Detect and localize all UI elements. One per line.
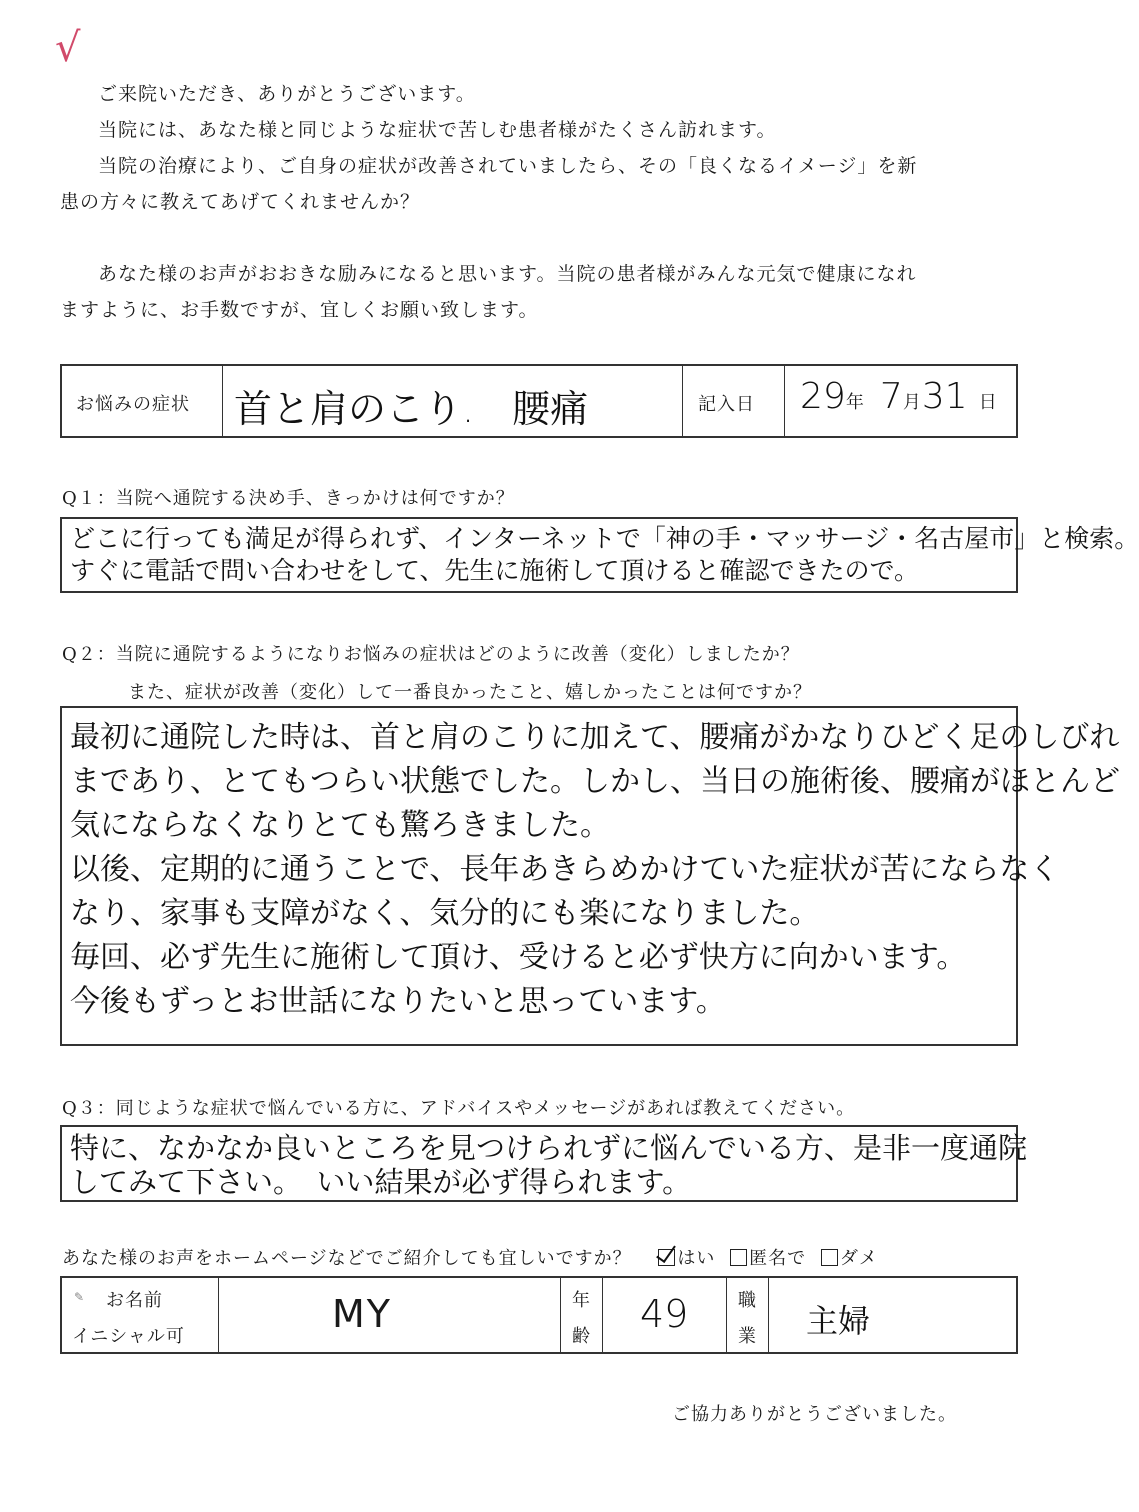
symptoms-label: お悩みの症状 [76,394,190,415]
q2-answer-line: 毎回、必ず先生に施術して頂け、受けると必ず快方に向かいます。 [70,940,967,975]
intro-line: あなた様のお声がおおきな励みになると思います。当院の患者様がみんな元気で健康になれ [98,263,917,285]
date-value [800,376,1012,417]
q1-answer-box [60,517,1139,593]
intro-text [60,76,1020,328]
q3-answer-line: 特に、なかなか良いところを見つけられずに悩んでいる方、是非一度通院 [70,1131,1028,1165]
consent-row [62,1244,878,1270]
q2-answer-box [60,706,1120,1046]
job-label-1: 職 [738,1290,757,1311]
name-label: お名前 [106,1290,163,1311]
date-label: 記入日 [698,394,755,415]
q1-question: Q１：当院へ通院する決め手、きっかけは何ですか？ [62,488,515,509]
symptoms-value: 首と肩のこり. 腰痛 [234,387,589,431]
q3-question: Q３：同じような症状で悩んでいる方に、アドバイスやメッセージがあれば教えてください。 [62,1098,856,1119]
q3-answer-box [60,1125,1028,1202]
intro-line: ご来院いただき、ありがとうございます。 [98,83,476,105]
date-year: 29 [800,376,846,417]
age-value: 49 [640,1292,689,1336]
name-label-initials: イニシャル可 [72,1326,185,1347]
q2-answer-line: 以後、定期的に通うことで、長年あきらめかけていた症状が苦にならなく [70,852,1060,887]
age-label-2: 齢 [572,1326,591,1347]
q2-answer-line: 今後もずっとお世話になりたいと思っています。 [70,984,726,1019]
closing-text: ご協力ありがとうございました。 [672,1404,957,1425]
date-year-unit: 年 [845,392,865,413]
q2-question-sub: また、症状が改善（変化）して一番良かったこと、嬉しかったことは何ですか？ [128,682,812,703]
q2-answer-line: 気にならなくなりとても驚ろきました。 [70,808,610,843]
age-label-1: 年 [572,1290,591,1311]
q2-question: Q２：当院に通院するようになりお悩みの症状はどのように改善（変化）しましたか？ [62,644,800,665]
profile-table [60,1276,1018,1354]
consent-option-no[interactable]: ダメ [821,1248,878,1269]
q1-answer-line: すぐに電話で問い合わせをして、先生に施術して頂けると確認できたので。 [70,556,920,585]
job-value: 主婦 [806,1302,871,1340]
q3-answer-line: してみて下さい。 いい結果が必ず得られます。 [70,1165,692,1199]
intro-line: 当院には、あなた様と同じような症状で苦しむ患者様がたくさん訪れます。 [98,119,777,141]
consent-option-anonymous[interactable]: 匿名で [730,1248,806,1269]
q2-answer-line: 最初に通院した時は、首と肩のこりに加えて、腰痛がかなりひどく足のしびれ [70,720,1120,755]
symptoms-box [60,364,1018,438]
date-month: 7 [879,376,903,417]
intro-line: 当院の治療により、ご自身の症状が改善されていましたら、その「良くなるイメージ」を新 [98,155,918,177]
date-day-unit: 日 [978,392,998,413]
consent-option-yes[interactable]: はい [658,1248,715,1269]
job-label-2: 業 [738,1326,757,1347]
checkbox-icon [821,1249,838,1266]
name-value: MY [332,1292,392,1336]
q2-answer-line: なり、家事も支障がなく、気分的にも楽になりました。 [70,896,820,931]
intro-line: 患の方々に教えてあげてくれませんか？ [60,191,421,213]
consent-question: あなた様のお声をホームページなどでご紹介しても宜しいですか？ [62,1248,632,1269]
date-month-unit: 月 [902,392,922,413]
pen-icon: ✎ [74,1290,85,1304]
q1-answer-line: どこに行っても満足が得られず、インターネットで「神の手・マッサージ・名古屋市」と検索。 [70,524,1139,553]
intro-line: ますように、お手数ですが、宜しくお願い致します。 [60,299,539,321]
date-day: 31 [921,376,968,417]
red-check-mark: √ [55,25,81,71]
checkbox-icon [730,1249,747,1266]
checkbox-checked-icon [658,1249,675,1266]
q2-answer-line: まであり、とてもつらい状態でした。しかし、当日の施術後、腰痛がほとんど [70,764,1120,799]
